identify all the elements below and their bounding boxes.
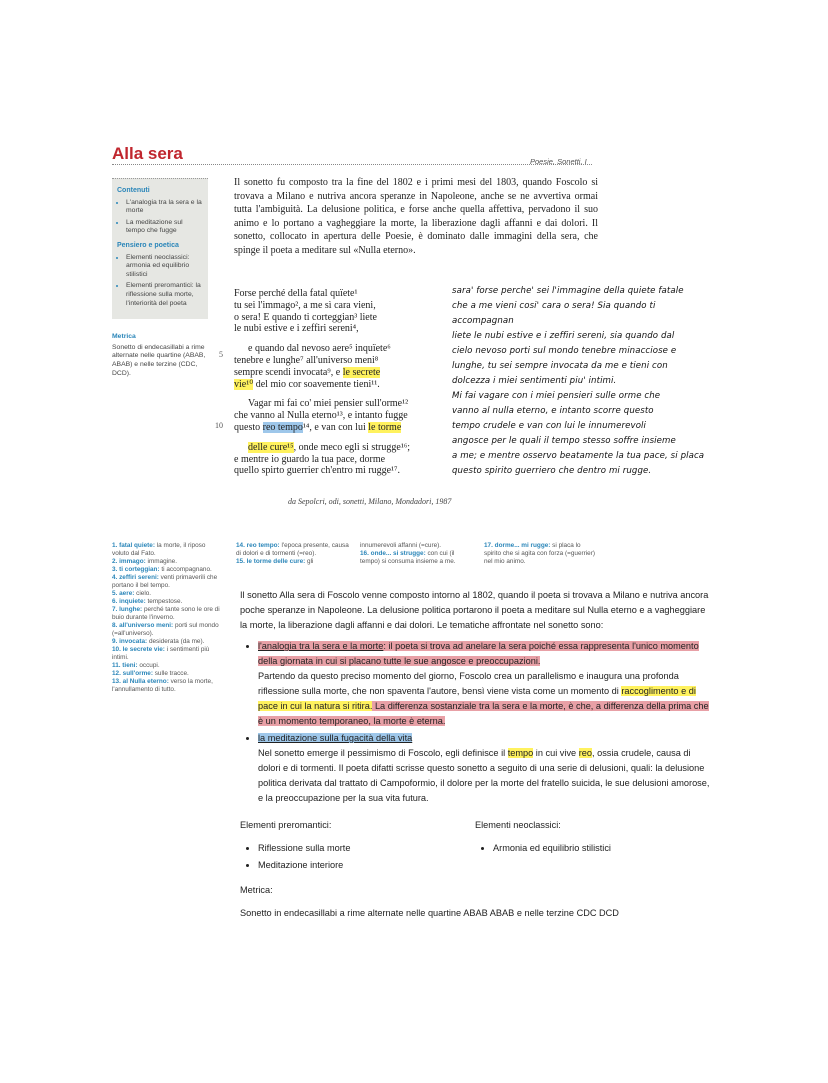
footnote-text: verso la morte, l'annullamento di tutto.: [112, 678, 213, 693]
verse: e quando dal nevoso aere⁵ inquïete⁶: [248, 343, 391, 355]
footnote: [112, 542, 224, 558]
footnote-key: 17. dorme... mi rugge:: [484, 542, 551, 549]
metrica-heading: Metrica: [112, 333, 136, 341]
verse-text: del mio cor soavemente tieni¹¹.: [253, 378, 380, 390]
highlight: vie¹⁰: [234, 378, 254, 390]
verse: [234, 367, 439, 379]
elements-columns: [240, 818, 710, 875]
footnote: [112, 662, 224, 670]
footnote-text: perché tante sono le ore di buio durante l'inverno.: [112, 606, 220, 621]
verse-text: ¹⁴, e van con lui: [302, 421, 369, 433]
footnote: [112, 574, 224, 590]
footnote-key: 7. lunghe:: [112, 606, 143, 613]
handwritten-line: liete le nubi estive e i zeffiri sereni, sia quando dal: [452, 331, 675, 341]
handwritten-line: dolcezza i miei sentimenti piu' intimi.: [452, 376, 617, 386]
handwritten-line: lunghe, tu sei sempre invocata da me e tieni con: [452, 361, 668, 371]
theme-text: Nel sonetto emerge il pessimismo di Foscolo, egli definisce il: [258, 748, 508, 758]
footnote-key: 12. sull'orme:: [112, 670, 153, 677]
preromantic-column: [240, 818, 475, 875]
footnote: [112, 558, 224, 566]
footnote: [112, 606, 224, 622]
footnote: [360, 550, 474, 566]
footnote-key: 10. le secrete vie:: [112, 646, 165, 653]
highlight-pink: La differenza sostanziale tra la sera e la morte, è che, a differenza della prima che è un momento temporaneo, la morte è eterna.: [258, 701, 709, 726]
sidebar: [112, 178, 208, 378]
footnote: [236, 558, 350, 566]
verse: che vanno al Nulla eterno¹³, e intanto fugge: [234, 410, 408, 422]
highlight-blue: reo tempo: [262, 421, 303, 433]
verse: o sera! E quando ti corteggian³ liete: [234, 311, 377, 323]
footnote-key: 4. zeffiri sereni:: [112, 574, 159, 581]
verse: tenebre e lunghe⁷ all'universo meni⁸: [234, 354, 379, 366]
verse: quello spirto guerrier ch'entro mi rugge¹⁷.: [234, 465, 401, 477]
footnote-key: 9. invocata:: [112, 638, 148, 645]
footnote-text: la morte, il riposo voluto dal Fato.: [112, 542, 206, 557]
verse-text: questo: [234, 421, 263, 433]
footnote: [112, 590, 224, 598]
footnotes-col-1: [112, 542, 224, 694]
verse: e mentre io guardo la tua pace, dorme: [234, 453, 386, 465]
list-item: • Riflessione sulla morte: [258, 841, 475, 856]
list-item: [258, 639, 710, 729]
verse: Vagar mi fai co' miei pensier sull'orme¹²: [248, 398, 409, 410]
footnote: [112, 638, 224, 646]
list-item: • Elementi neoclassici: armonia ed equilibrio stilistici: [126, 254, 203, 280]
footnote: [112, 678, 224, 694]
footnote: [112, 646, 224, 662]
pensiero-heading: Pensiero e poetica: [117, 241, 179, 249]
highlight: delle cure¹⁵: [248, 441, 294, 453]
footnote-key: 8. all'universo meni:: [112, 622, 174, 629]
title-rule: [112, 164, 592, 165]
stanza-3: [234, 398, 439, 433]
handwritten-line: che a me vieni cosi' cara o sera! Sia quando ti accompagnan: [452, 301, 656, 326]
theme-title: l'analogia tra la sera e la morte: [258, 641, 384, 651]
footnote-text: ti accompagnano.: [159, 566, 212, 573]
intro-paragraph: Il sonetto fu composto tra la fine del 1802 e i primi mesi del 1803, quando Foscolo si trovava a Milano e nutriva ancora speranze in Napoleone, anche se ne avvertiva ormai tutta l'ambiguità. La delusione politica, e forse anche quella affettiva, pervadono il suo animo e lo portano a vagheggiare la morte, la liberazione dagli affanni e dai dolori. Il sonetto, collocato in apertura delle Poesie, è dominato dalle immagini della sera, che spinge il poeta a meditare sul «Nulla eterno».: [234, 177, 598, 256]
handwritten-line: vanno al nulla eterno, e intanto scorre questo: [452, 406, 654, 416]
footnotes-col-2: [236, 542, 350, 566]
handwritten-line: tempo crudele e van con lui le innumerevoli: [452, 421, 647, 431]
highlight: raccoglimento e di pace in cui la natura si ritira.: [258, 686, 696, 711]
highlight: tempo: [507, 748, 534, 758]
preromantic-list: [240, 841, 475, 873]
footnote-key: 13. al Nulla eterno:: [112, 678, 169, 685]
line-number: 10: [215, 421, 223, 430]
handwritten-line: sara' forse perche' sei l'immagine della quiete fatale: [452, 286, 684, 296]
stanza-1: [234, 288, 439, 335]
neoclassic-heading: Elementi neoclassici:: [475, 820, 561, 830]
list-item: • Meditazione interiore: [258, 858, 475, 873]
themes-list: [240, 639, 710, 806]
footnote-text: cielo.: [134, 590, 152, 597]
footnote-key: 11. tieni:: [112, 662, 138, 669]
verse: le nubi estive e i zeffiri sereni⁴,: [234, 323, 359, 335]
footnote: [360, 542, 474, 550]
highlight: le secrete: [342, 366, 381, 378]
footnote: [236, 542, 350, 558]
footnote: [112, 566, 224, 574]
handwritten-line: Mi fai vagare con i miei pensieri sulle orme che: [452, 391, 661, 401]
neoclassic-list: [475, 841, 710, 856]
verse: [234, 422, 439, 434]
footnote-key: 2. immago:: [112, 558, 146, 565]
poem: [234, 288, 439, 485]
footnote-text: i sentimenti più intimi.: [112, 646, 210, 661]
poem-credit: da Sepolcri, odi, sonetti, Milano, Mondadori, 1987: [288, 497, 452, 506]
footnotes-col-4: [484, 542, 598, 566]
footnote: [112, 670, 224, 678]
handwritten-line: cielo nevoso porti sul mondo tenebre minacciose e: [452, 346, 677, 356]
footnote-text: l'epoca presente, causa di dolori e di tormenti (=reo).: [236, 542, 349, 557]
notes-intro: Il sonetto Alla sera di Foscolo venne composto intorno al 1802, quando il poeta si trovava a Milano e nutriva ancora poche speranze in Napoleone. La delusione politica portarono il poeta a meditare sul Nulla eterno e a vagheggiare la morte, la liberazione dagli affanni e dai dolori. Le tematiche affrontate nel sonetto sono:: [240, 590, 709, 630]
highlight: le torme: [368, 421, 402, 433]
footnote-text: gli: [305, 558, 314, 565]
footnote: [112, 598, 224, 606]
footnote-key: 6. inquiete:: [112, 598, 146, 605]
footnote-key: 14. reo tempo:: [236, 542, 280, 549]
footnotes-col-3: [360, 542, 474, 566]
footnote: [484, 542, 598, 566]
verse-text: sempre scendi invocata⁹, e: [234, 366, 343, 378]
neoclassic-column: [475, 818, 710, 875]
footnote-text: occupi.: [137, 662, 160, 669]
verse: [234, 442, 439, 454]
theme-text: : il poeta si trova ad anelare la sera poiché essa rappresenta l'unico momento della giornata in cui si placano tutte le sue angosce e preoccupazioni.: [258, 641, 699, 666]
footnote-key: 3. ti corteggian:: [112, 566, 160, 573]
footnote-text: immagine.: [145, 558, 178, 565]
page-title: Alla sera: [112, 144, 183, 163]
list-item: • Elementi preromantici: la riflessione sulla morte, l'interiorità del poeta: [126, 282, 203, 308]
theme-text: Partendo da questo preciso momento del giorno, Foscolo crea un parallelismo e inaugura una profonda riflessione sulla morte, che non spaventa l'autore, bensì viene vista come un momento di: [258, 671, 679, 696]
handwritten-paraphrase: [452, 284, 712, 479]
footnote-key: 1. fatal quiete:: [112, 542, 155, 549]
typed-notes: [240, 588, 710, 921]
list-item: • L'analogia tra la sera e la morte: [126, 199, 203, 216]
theme-heading: [258, 641, 699, 666]
list-item: [258, 731, 710, 806]
highlight: reo: [578, 748, 592, 758]
footnote-text: si placa lo spirito che si agita con forza (=guerrier) nel mio animo.: [484, 542, 595, 565]
handwritten-line: questo spirito guerriero che dentro mi rugge.: [452, 466, 652, 476]
metrica-heading: Metrica:: [240, 885, 273, 895]
footnote-text: porti sul mondo (=all'universo).: [112, 622, 219, 637]
footnote-text: venti primaverili che portano il bel tempo.: [112, 574, 218, 589]
footnote: [112, 622, 224, 638]
pensiero-list: [117, 254, 203, 309]
verse: Forse perché della fatal quïete¹: [234, 288, 358, 299]
metrica-text: Sonetto di endecasillabi a rime alternate nelle quartine (ABAB, ABAB) e nelle terzine (CDC, DCD).: [112, 343, 206, 377]
line-number: 5: [219, 350, 223, 359]
footnote-text: sulle tracce.: [152, 670, 189, 677]
handwritten-line: a me; e mentre osservo beatamente la tua pace, si placa: [452, 451, 705, 461]
footnote-text: innumerevoli affanni (=cure).: [360, 542, 442, 549]
contenuti-list: [117, 199, 203, 236]
footnote-key: 5. aere:: [112, 590, 135, 597]
stanza-4: [234, 442, 439, 477]
theme-title: la meditazione sulla fugacità della vita: [258, 733, 413, 743]
verse: tu sei l'immago², a me sì cara vieni,: [234, 299, 376, 311]
theme-text: in cui vive: [533, 748, 579, 758]
verse: [234, 379, 439, 391]
footnote-text: desiderata (da me).: [147, 638, 205, 645]
footnote-text: tempestose.: [145, 598, 183, 605]
list-item: • La meditazione sul tempo che fugge: [126, 219, 203, 236]
contenuti-heading: Contenuti: [117, 187, 150, 194]
sidebar-box: [112, 178, 208, 319]
footnote-text: con cui (il tempo) si consuma insieme a me.: [360, 550, 456, 565]
theme-text: , ossia crudele, causa di dolori e di tormenti. Il poeta difatti scrisse questo sonetto a seguito di una serie di delusioni, quali: la delusione politica derivata dal trattato di Campoformio, il dolore per la morte del fratello suicida, le sue delusioni amorose, e la preoccupazione per la sua vita futura.: [258, 748, 710, 803]
preromantic-heading: Elementi preromantici:: [240, 820, 332, 830]
footnote-key: 16. onde... si strugge:: [360, 550, 426, 557]
verse-text: , onde meco egli si strugge¹⁶;: [293, 441, 411, 453]
handwritten-line: angosce per le quali il tempo stesso soffre insieme: [452, 436, 676, 446]
stanza-2: [234, 343, 439, 390]
source-label: Poesie, Sonetti, I: [530, 157, 587, 166]
footnote-key: 15. le torme delle cure:: [236, 558, 306, 565]
metrica-text: Sonetto in endecasillabi a rime alternate nelle quartine ABAB ABAB e nelle terzine CDC DCD: [240, 908, 619, 918]
list-item: • Armonia ed equilibrio stilistici: [493, 841, 710, 856]
